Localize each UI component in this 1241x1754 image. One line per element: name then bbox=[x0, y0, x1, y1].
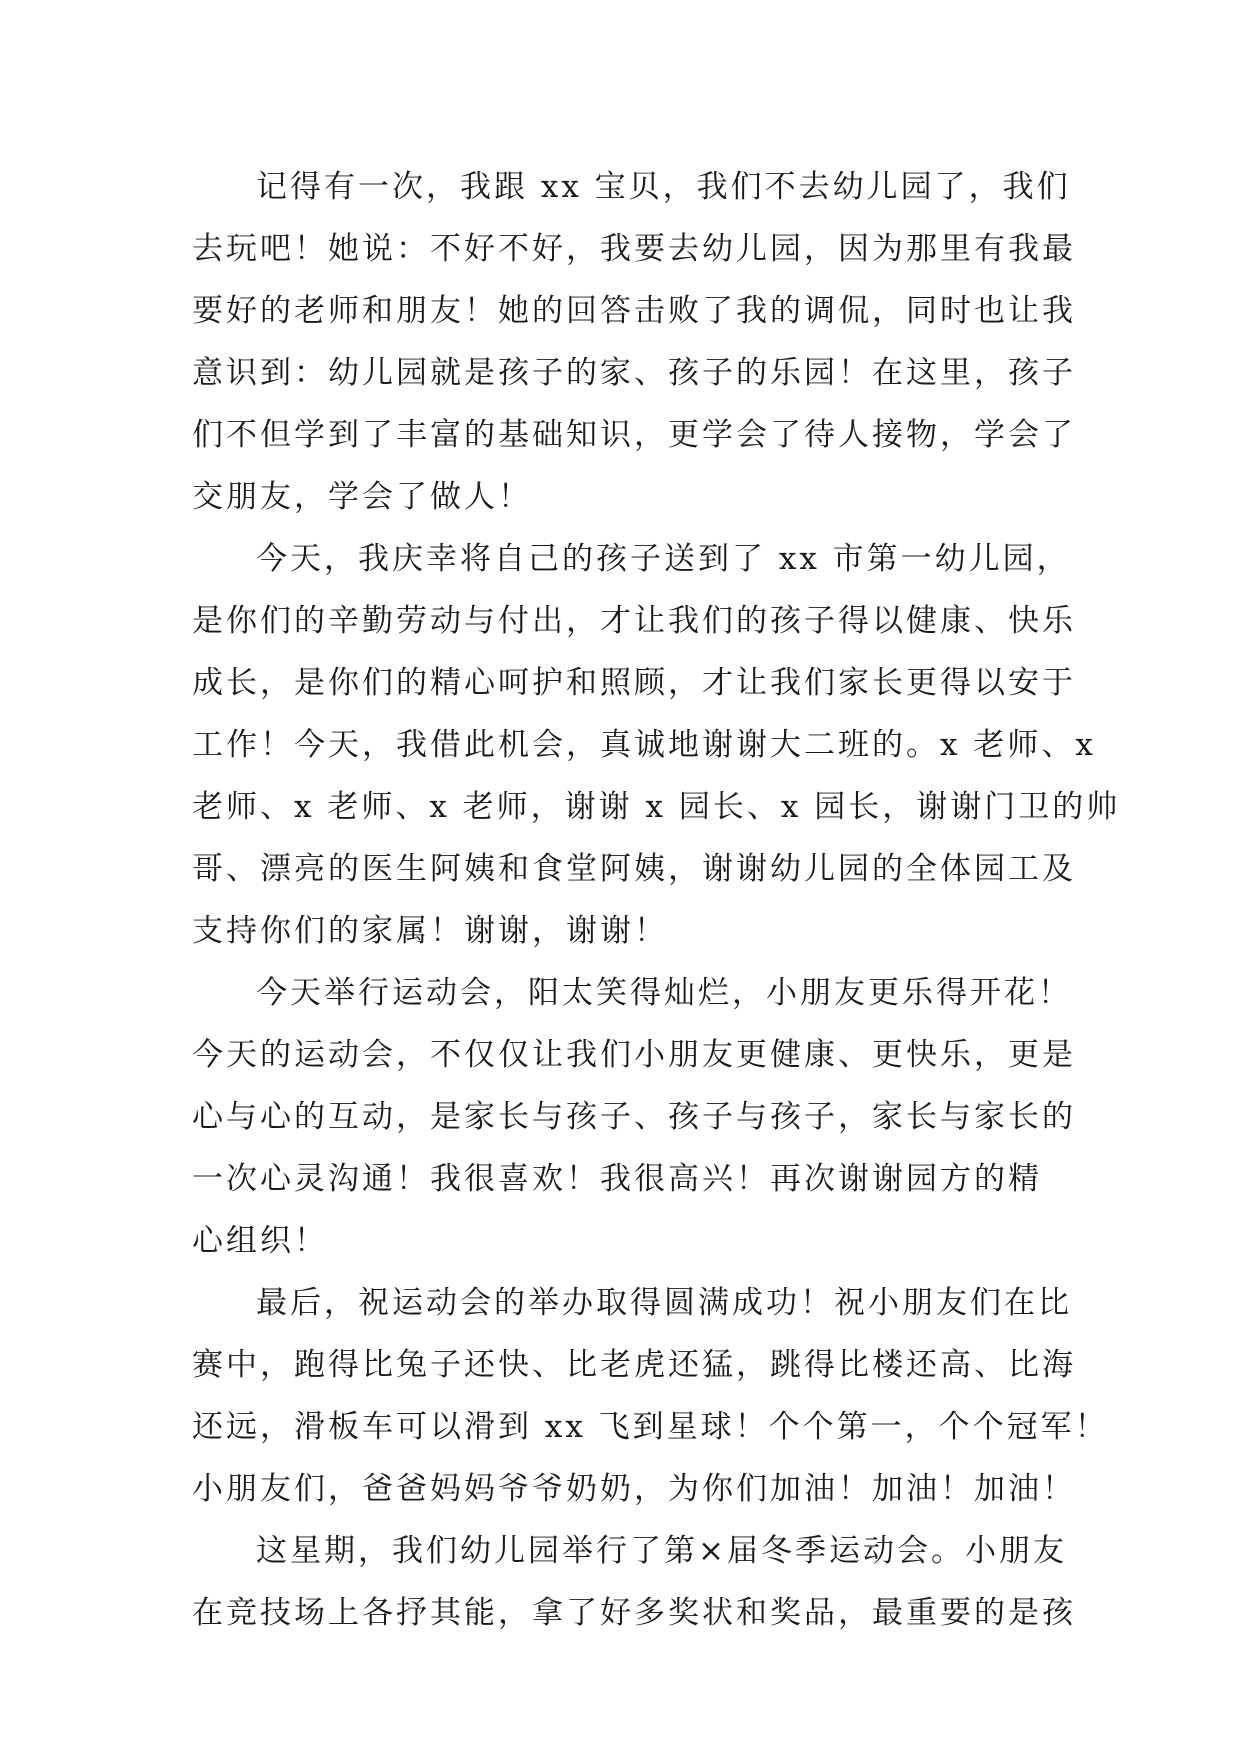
text-line: 这星期，我们幼儿园举行了第×届冬季运动会。小朋友 bbox=[256, 1533, 1067, 1569]
text-line: 最后，祝运动会的举办取得圆满成功！祝小朋友们在比 bbox=[256, 1285, 1072, 1321]
text-line: 心与心的互动，是家长与孩子、孩子与孩子，家长与家长的 bbox=[192, 1099, 1076, 1135]
text-line: 今天举行运动会，阳太笑得灿烂，小朋友更乐得开花！ bbox=[256, 975, 1072, 1011]
paragraph-3 bbox=[192, 962, 1076, 1272]
text-line: 们不但学到了丰富的基础知识，更学会了待人接物，学会了 bbox=[192, 417, 1076, 453]
text-line: 去玩吧！她说：不好不好，我要去幼儿园，因为那里有我最 bbox=[192, 231, 1076, 267]
text-line: 是你们的辛勤劳动与付出，才让我们的孩子得以健康、快乐 bbox=[192, 603, 1076, 639]
text-line: 赛中，跑得比兔子还快、比老虎还猛，跳得比楼还高、比海 bbox=[192, 1347, 1076, 1383]
document-body bbox=[192, 156, 1121, 1644]
text-line: 记得有一次，我跟 xx 宝贝，我们不去幼儿园了，我们 bbox=[256, 169, 1071, 205]
text-line: 心组织！ bbox=[192, 1223, 328, 1259]
text-line: 支持你们的家属！谢谢，谢谢！ bbox=[192, 913, 668, 949]
text-line: 在竞技场上各抒其能，拿了好多奖状和奖品，最重要的是孩 bbox=[192, 1595, 1076, 1631]
text-line: 工作！今天，我借此机会，真诚地谢谢大二班的。x 老师、x bbox=[192, 727, 1096, 763]
text-line: 成长，是你们的精心呵护和照顾，才让我们家长更得以安于 bbox=[192, 665, 1076, 701]
text-line: 小朋友们，爸爸妈妈爷爷奶奶，为你们加油！加油！加油！ bbox=[192, 1471, 1076, 1507]
text-line: 一次心灵沟通！我很喜欢！我很高兴！再次谢谢园方的精 bbox=[192, 1161, 1042, 1197]
paragraph-2 bbox=[192, 528, 1121, 962]
text-line: 哥、漂亮的医生阿姨和食堂阿姨，谢谢幼儿园的全体园工及 bbox=[192, 851, 1076, 887]
paragraph-5 bbox=[192, 1520, 1076, 1644]
text-line: 意识到：幼儿园就是孩子的家、孩子的乐园！在这里，孩子 bbox=[192, 355, 1076, 391]
paragraph-4 bbox=[192, 1272, 1109, 1520]
text-line: 要好的老师和朋友！她的回答击败了我的调侃，同时也让我 bbox=[192, 293, 1076, 329]
text-line: 今天，我庆幸将自己的孩子送到了 xx 市第一幼儿园， bbox=[256, 541, 1071, 577]
text-line: 老师、x 老师、x 老师，谢谢 x 园长、x 园长，谢谢门卫的帅 bbox=[192, 789, 1121, 825]
text-line: 交朋友，学会了做人！ bbox=[192, 479, 532, 515]
paragraph-1 bbox=[192, 156, 1076, 528]
text-line: 今天的运动会，不仅仅让我们小朋友更健康、更快乐，更是 bbox=[192, 1037, 1076, 1073]
text-line: 还远，滑板车可以滑到 xx 飞到星球！个个第一，个个冠军！ bbox=[192, 1409, 1109, 1445]
